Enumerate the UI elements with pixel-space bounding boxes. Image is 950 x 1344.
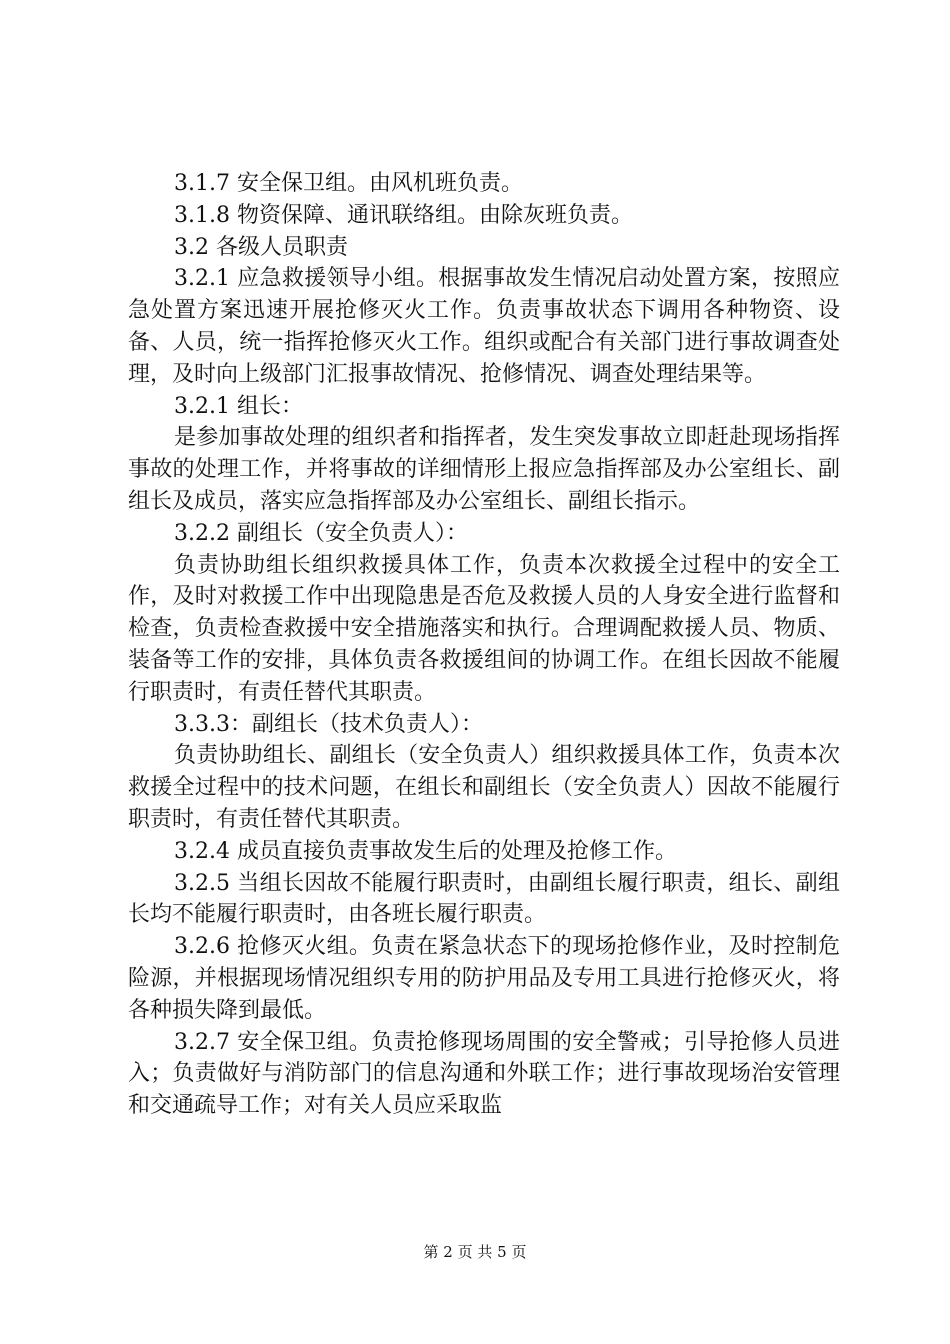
page-number-footer: 第 2 页 共 5 页 (423, 1243, 527, 1261)
document-body (128, 168, 840, 1122)
paragraph: 3.2.5 当组长因故不能履行职责时，由副组长履行职责，组长、副组长均不能履行职责时，由各班长履行职责。 (128, 870, 840, 928)
paragraph: 负责协助组长、副组长（安全负责人）组织救援具体工作，负责本次救援全过程中的技术问题，在组长和副组长（安全负责人）因故不能履行职责时，有责任替代其职责。 (128, 743, 840, 832)
paragraph: 3.2.6 抢修灭火组。负责在紧急状态下的现场抢修作业，及时控制危险源，并根据现场情况组织专用的防护用品及专用工具进行抢修灭火，将各种损失降到最低。 (128, 934, 840, 1023)
subsection-heading: 3.2.2 副组长（安全负责人）： (174, 520, 468, 546)
section-heading: 3.2 各级人员职责 (174, 234, 348, 260)
paragraph: 负责协助组长组织救援具体工作，负责本次救援全过程中的安全工作，及时对救援工作中出现隐患是否危及救援人员的人身安全进行监督和检查，负责检查救援中安全措施落实和执行。合理调配救援人员、物质、装备等工作的安排，具体负责各救援组间的协调工作。在组长因故不能履行职责时，有责任替代其职责。 (128, 552, 840, 705)
paragraph: 3.2.7 安全保卫组。负责抢修现场周围的安全警戒；引导抢修人员进入；负责做好与消防部门的信息沟通和外联工作；进行事故现场治安管理和交通疏导工作；对有关人员应采取监 (128, 1029, 840, 1119)
subsection-heading: 3.3.3：副组长（技术负责人）： (174, 711, 483, 737)
paragraph: 3.1.7 安全保卫组。由风机班负责。 (174, 171, 523, 196)
paragraph: 3.2.1 应急救援领导小组。根据事故发生情况启动处置方案，按照应急处置方案迅速开展抢修灭火工作。负责事故状态下调用各种物资、设备、人员，统一指挥抢修灭火工作。组织或配合有关部门进行事故调查处理，及时向上级部门汇报事故情况、抢修情况、调查处理结果等。 (128, 266, 840, 387)
paragraph: 是参加事故处理的组织者和指挥者，发生突发事故立即赶赴现场指挥事故的处理工作，并将事故的详细情形上报应急指挥部及办公室组长、副组长及成员，落实应急指挥部及办公室组长、副组长指示。 (128, 425, 840, 514)
paragraph: 3.2.4 成员直接负责事故发生后的处理及抢修工作。 (174, 838, 677, 864)
subsection-heading: 3.2.1 组长： (174, 393, 303, 419)
paragraph: 3.1.8 物资保障、通讯联络组。由除灰班负责。 (174, 202, 633, 228)
